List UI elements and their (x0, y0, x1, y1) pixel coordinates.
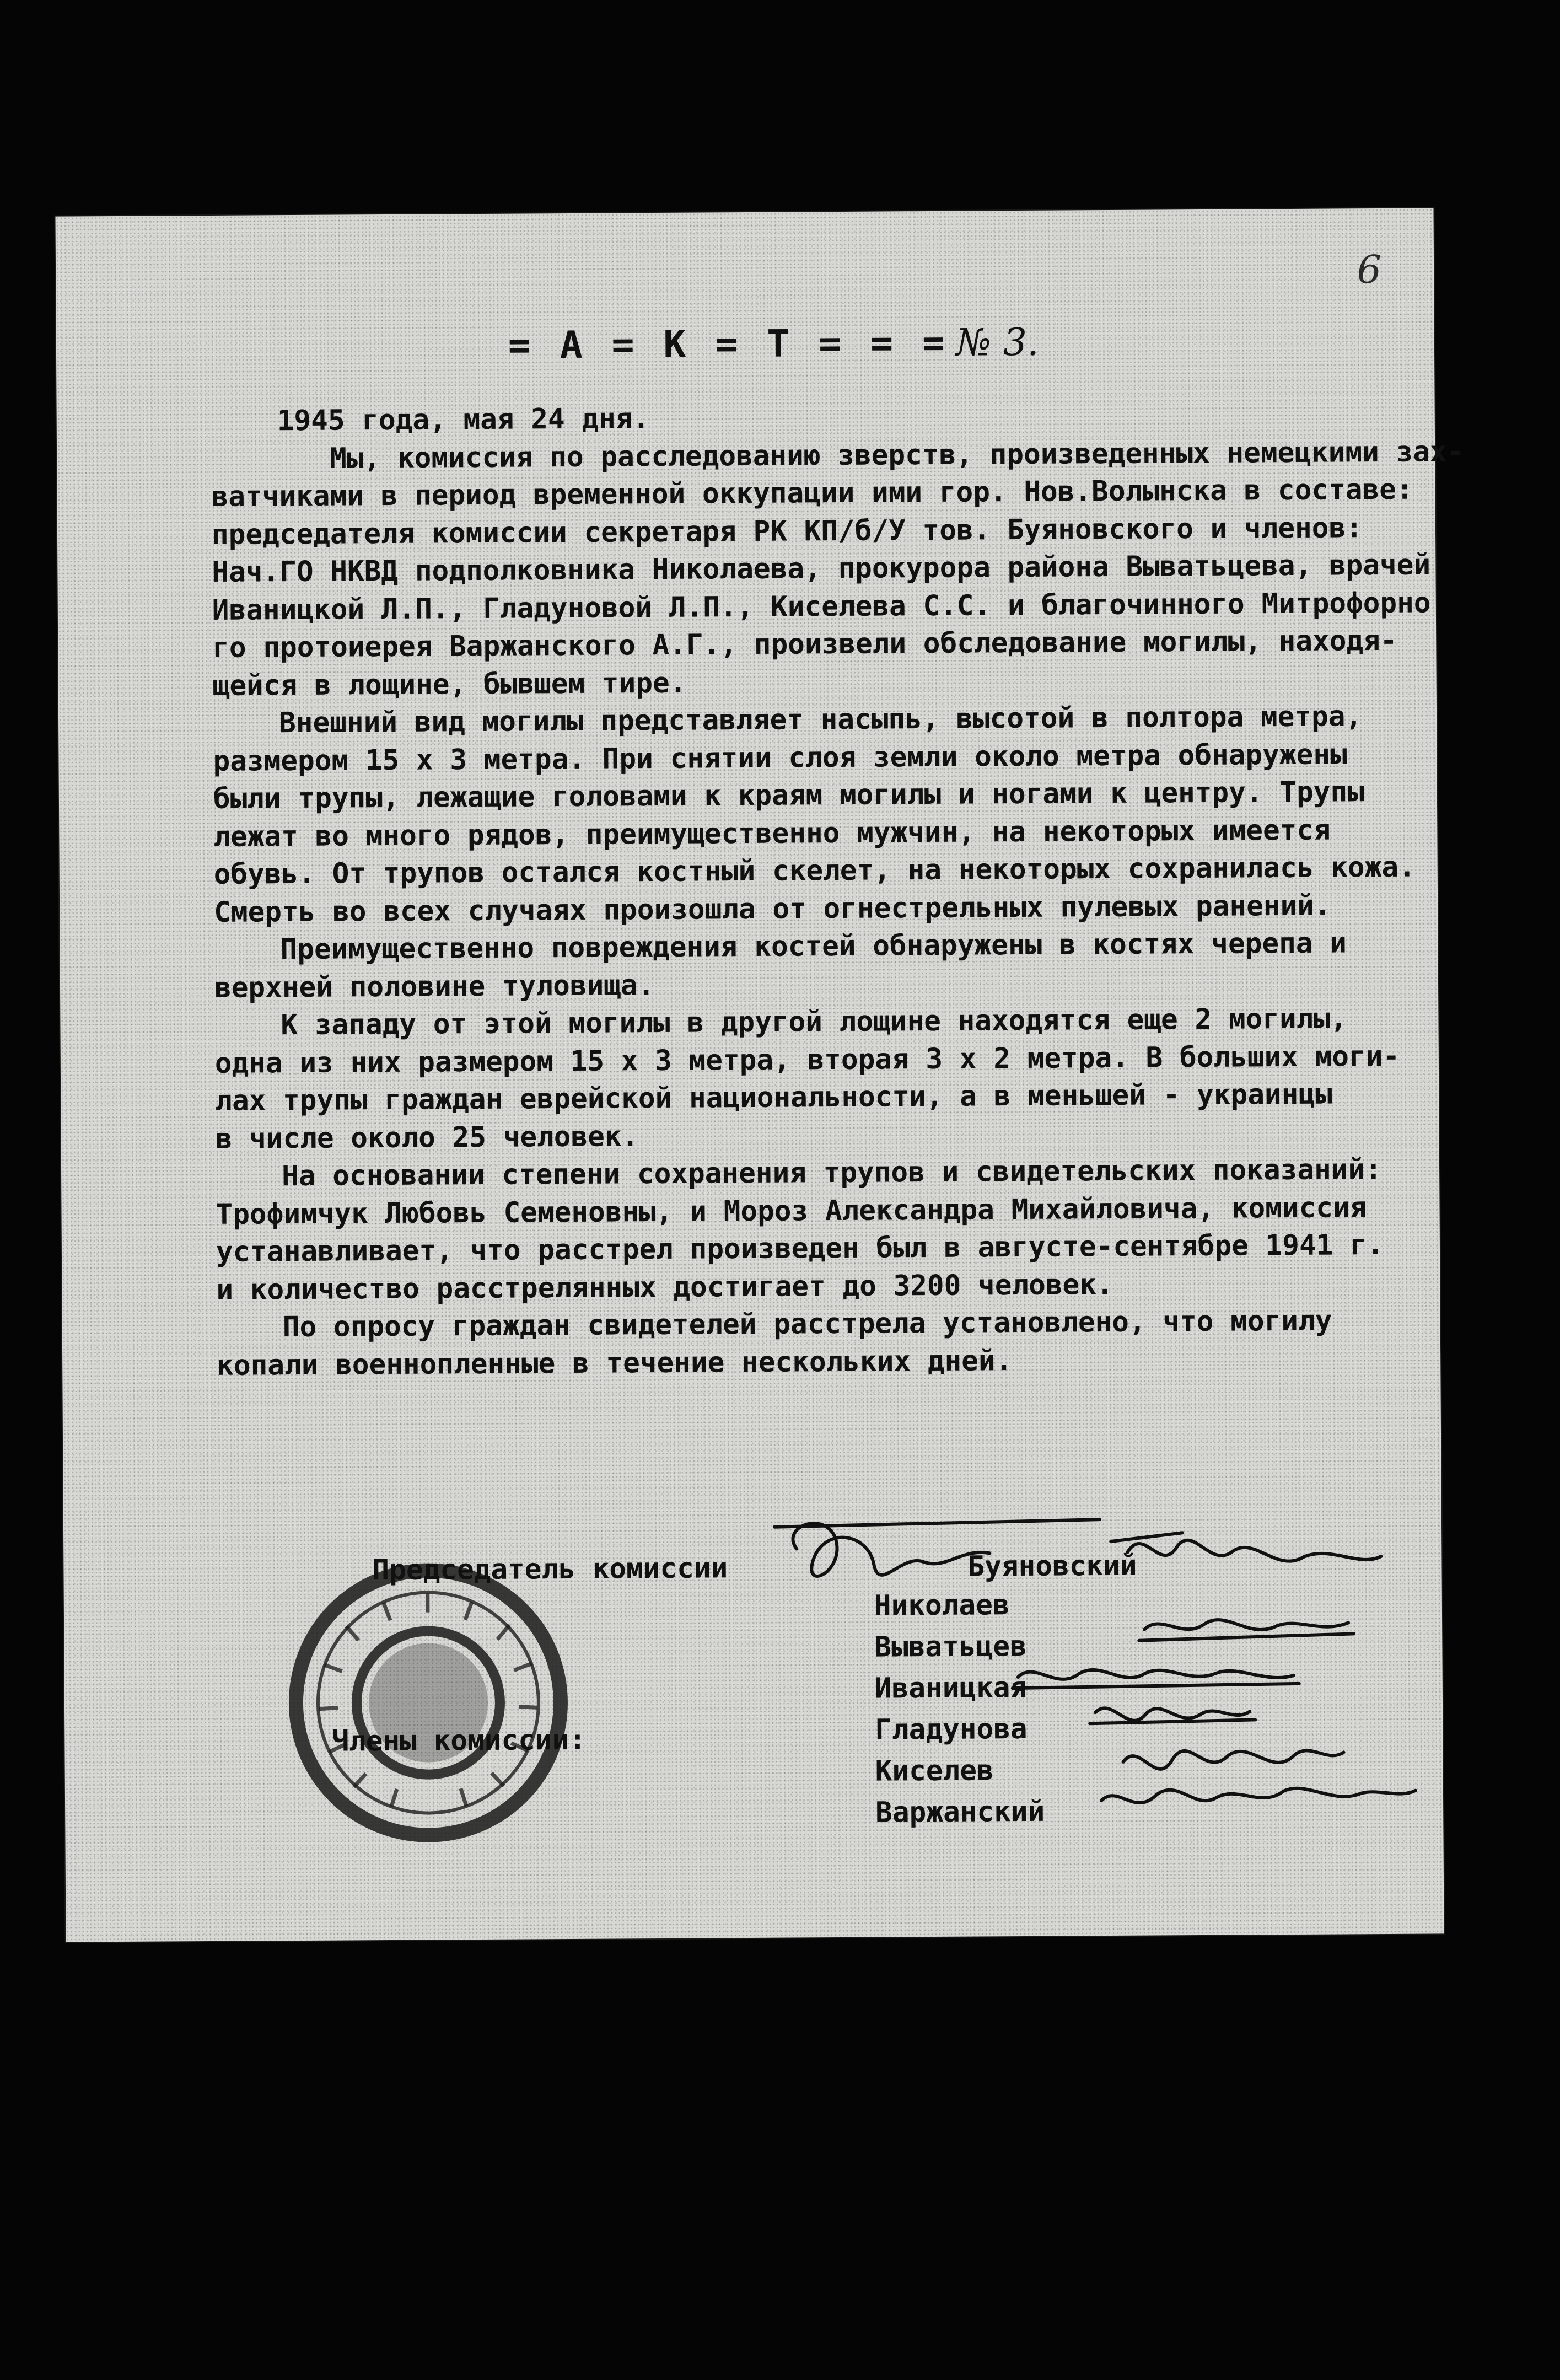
member-signature (1013, 1669, 1299, 1688)
body-line: Нач.ГО НКВД подполковника Николаева, прокурора района Выватьцева, врачей (212, 549, 1431, 589)
member-name: Николаев (874, 1589, 1010, 1623)
member-signature (1101, 1787, 1416, 1803)
body-line: одна из них размером 15 х 3 метра, вторая 3 х 2 метра. В больших моги- (214, 1040, 1400, 1080)
body-line: Мы, комиссия по расследованию зверств, произведенных немецкими зах- (329, 435, 1464, 475)
body-line: копали военнопленные в течение нескольких дней. (217, 1344, 1013, 1382)
body-line: К западу от этой могилы в другой лощине находятся еще 2 могилы, (281, 1002, 1347, 1042)
page-number: 6 (1357, 246, 1382, 293)
title-number: № 3. (955, 320, 1039, 365)
member-name: Киселев (875, 1754, 994, 1788)
member-signature (1123, 1750, 1344, 1769)
member-signature (1111, 1532, 1381, 1562)
body-line: ватчиками в период временной оккупации ими гор. Нов.Волынска в составе: (211, 473, 1413, 513)
member-signature (1139, 1619, 1354, 1641)
body-line: обувь. От трупов остался костный скелет, на некоторых сохранилась кожа. (213, 851, 1416, 891)
member-name: Выватьцев (874, 1630, 1027, 1664)
body-line: 1945 года, мая 24 дня. (277, 402, 650, 438)
body-line: го протоиерея Варжанского А.Г., произвели обследование могилы, находя- (212, 624, 1397, 664)
handwritten-signatures (63, 1462, 1443, 1856)
official-seal-stamp (284, 1559, 572, 1847)
body-line: размером 15 х 3 метра. При снятии слоя земли около метра обнаружены (213, 738, 1347, 778)
chairman-label: Председатель комиссии (372, 1552, 728, 1587)
body-line: Внешний вид могилы представляет насыпь, высотой в полтора метра, (278, 700, 1363, 740)
member-name: Иваницкая (874, 1671, 1028, 1705)
body-line: Смерть во всех случаях произошла от огнестрельных пулевых ранений. (213, 889, 1331, 929)
signature-block (63, 1462, 1443, 1856)
body-line: верхней половине туловища. (214, 969, 655, 1004)
body-line: были трупы, лежащие головами к краям могилы и ногами к центру. Трупы (213, 776, 1364, 815)
chairman-name: Буяновский (967, 1549, 1137, 1583)
document-title (508, 321, 1039, 368)
body-line: Иваницкой Л.П., Гладуновой Л.П., Киселева С.С. и благочинного Митрофорно (212, 586, 1431, 627)
title-text: = А = К = Т = = = (508, 321, 949, 368)
member-signature (1090, 1707, 1255, 1724)
body-line: Трофимчук Любовь Семеновны, и Мороз Александра Михайловича, комиссия (216, 1191, 1367, 1231)
body-line: устанавливает, что расстрел произведен был в августе-сентябре 1941 г. (216, 1228, 1384, 1269)
member-name: Варжанский (875, 1795, 1045, 1829)
body-line: На основании степени сохранения трупов и свидетельских показаний: (281, 1153, 1383, 1193)
members-label: Члены комиссии: (332, 1723, 587, 1758)
member-name: Гладунова (875, 1712, 1028, 1747)
document-sheet (55, 208, 1464, 1942)
body-line: щейся в лощине, бывшем тире. (212, 667, 687, 702)
body-line: и количество расстрелянных достигает до 3200 человек. (216, 1268, 1113, 1307)
document-body (211, 395, 1485, 1385)
body-line: лежат во много рядов, преимущественно мужчин, на некоторых имеется (213, 814, 1331, 853)
body-line: лах трупы граждан еврейской национальности, а в меньшей - украинцы (215, 1078, 1332, 1118)
body-line: По опросу граждан свидетелей расстрела установлено, что могилу (282, 1304, 1332, 1344)
body-line: председателя комиссии секретаря РК КП/б/У тов. Буяновского и членов: (211, 511, 1363, 551)
body-line: в числе около 25 человек. (215, 1120, 639, 1156)
body-line: Преимущественно повреждения костей обнаружены в костях черепа и (280, 927, 1347, 966)
